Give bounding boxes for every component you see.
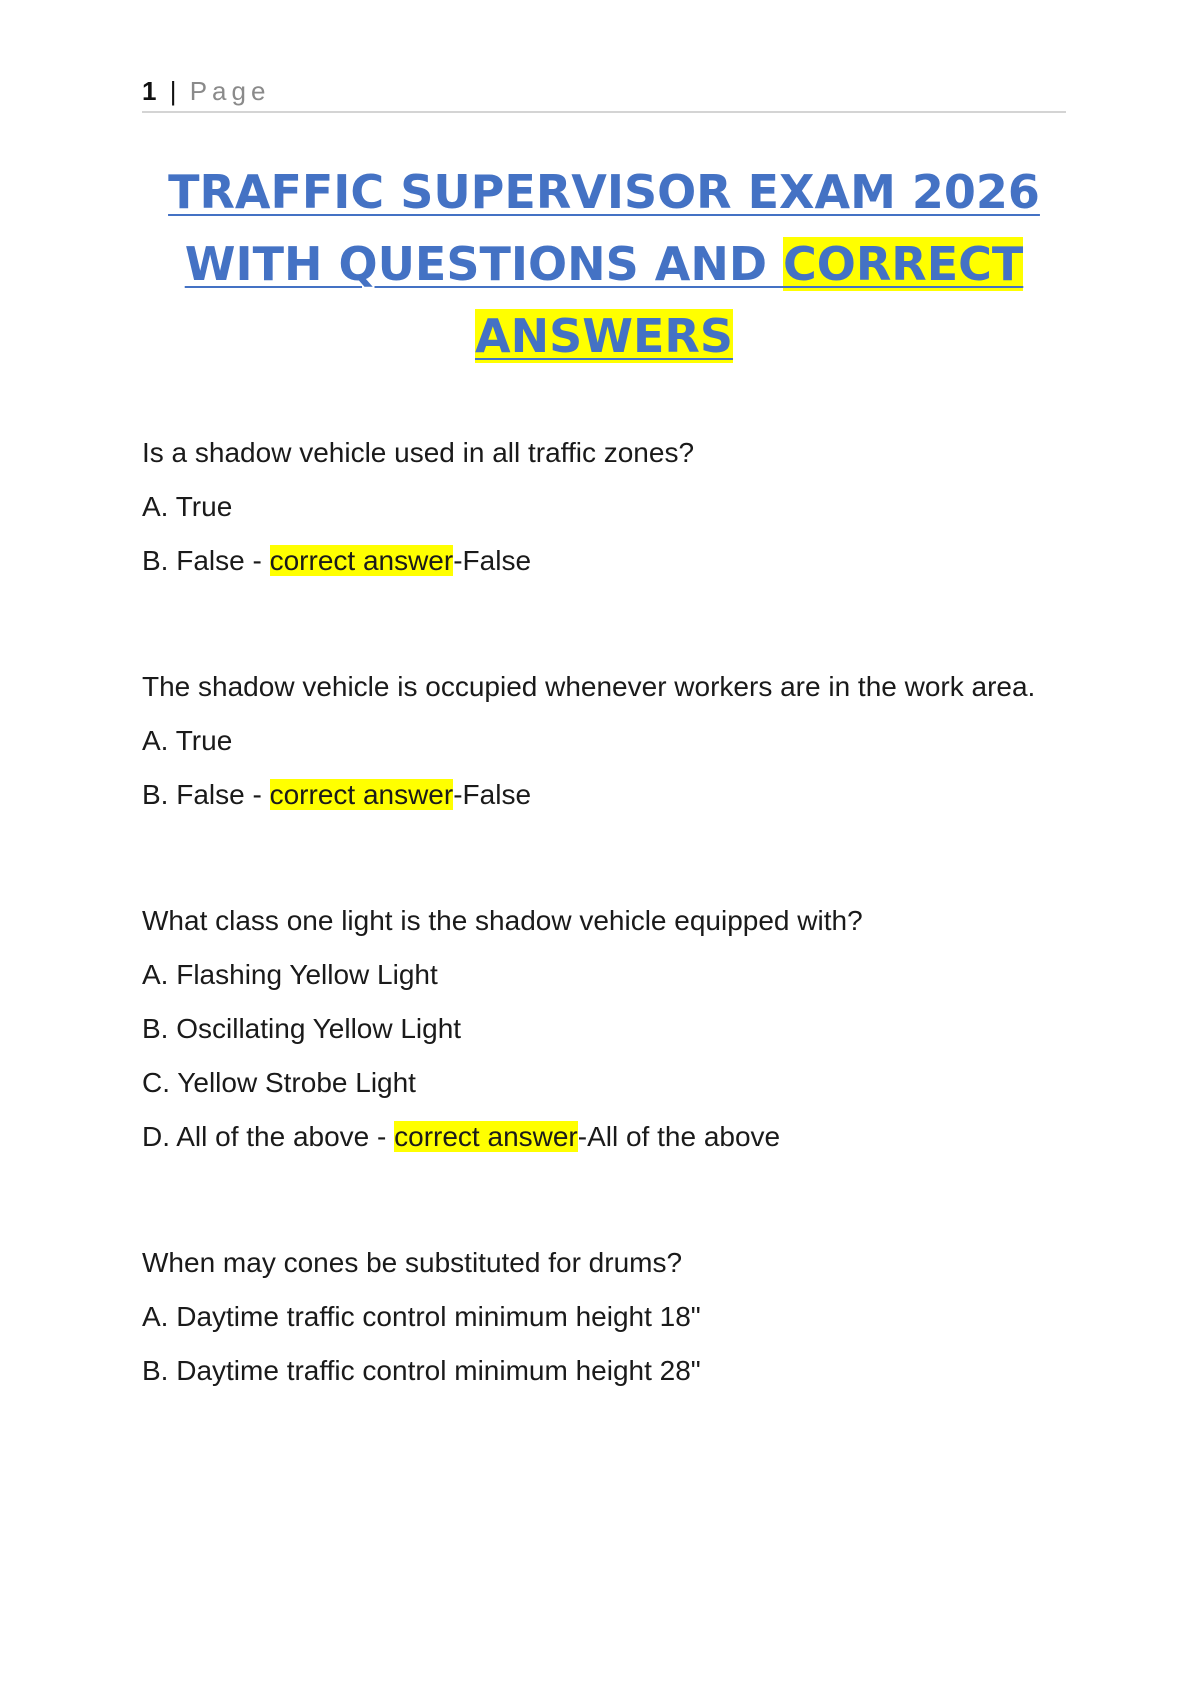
answer-option: C. Yellow Strobe Light bbox=[142, 1067, 416, 1098]
answer-option: A. True bbox=[142, 725, 233, 756]
question-text: The shadow vehicle is occupied whenever workers are in the work area. bbox=[142, 671, 1036, 702]
question-text: Is a shadow vehicle used in all traffic zones? bbox=[142, 437, 695, 468]
answer-option: A. Daytime traffic control minimum height 18" bbox=[142, 1301, 701, 1332]
page-separator: | bbox=[169, 76, 178, 106]
page-header bbox=[142, 76, 1066, 113]
title-line-2: WITH QUESTIONS AND bbox=[184, 237, 784, 291]
title-line-3: ANSWERS bbox=[475, 309, 733, 363]
question-text: What class one light is the shadow vehicle equipped with? bbox=[142, 905, 863, 936]
option-text: D. All of the above - bbox=[142, 1121, 395, 1152]
page-number: 1 bbox=[142, 76, 158, 106]
correct-answer-marker: correct answer bbox=[269, 779, 454, 810]
correct-answer-value: -All of the above bbox=[577, 1121, 781, 1152]
correct-answer-value: -False bbox=[453, 545, 532, 576]
answer-option: B. Daytime traffic control minimum height 28" bbox=[142, 1355, 701, 1386]
question-block bbox=[142, 904, 1082, 1154]
question-block bbox=[142, 1246, 1082, 1388]
answer-option: B. Oscillating Yellow Light bbox=[142, 1013, 462, 1044]
answer-option: A. Flashing Yellow Light bbox=[142, 959, 438, 990]
page-label: Page bbox=[189, 76, 271, 106]
correct-answer-marker: correct answer bbox=[394, 1121, 578, 1152]
question-list bbox=[142, 436, 1082, 1388]
answer-option-correct bbox=[142, 544, 1082, 578]
document-title bbox=[142, 156, 1066, 372]
answer-option: A. True bbox=[142, 491, 233, 522]
correct-answer-marker: correct answer bbox=[269, 545, 454, 576]
title-line-1: TRAFFIC SUPERVISOR EXAM 2026 bbox=[168, 165, 1040, 219]
question-text: When may cones be substituted for drums? bbox=[142, 1247, 683, 1278]
option-text: B. False - bbox=[142, 779, 270, 810]
answer-option-correct bbox=[142, 1120, 1082, 1154]
question-block bbox=[142, 670, 1082, 812]
correct-answer-value: -False bbox=[453, 779, 532, 810]
option-text: B. False - bbox=[142, 545, 270, 576]
question-block bbox=[142, 436, 1082, 578]
title-highlight-correct: CORRECT bbox=[783, 237, 1024, 291]
answer-option-correct bbox=[142, 778, 1082, 812]
